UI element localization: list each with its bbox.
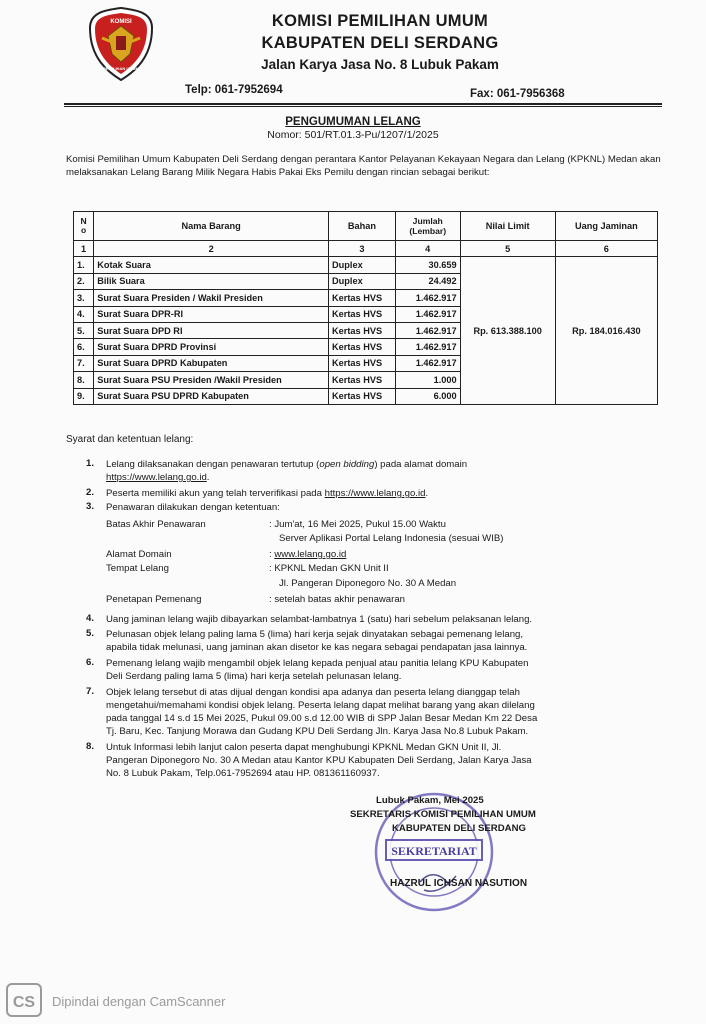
row-no: 4. xyxy=(74,306,94,322)
winner-label: Penetapan Pemenang xyxy=(106,594,202,605)
sign-place-date: Lubuk Pakam, Mei 2025 xyxy=(376,795,484,806)
list-number: 6. xyxy=(86,657,95,668)
row-qty: 24.492 xyxy=(395,273,460,289)
row-no: 6. xyxy=(74,339,94,355)
row-qty: 1.000 xyxy=(395,372,460,388)
row-no: 7. xyxy=(74,355,94,371)
org-region: KABUPATEN DELI SERDANG xyxy=(261,34,499,52)
row-no: 2. xyxy=(74,273,94,289)
deadline-value-2: Server Aplikasi Portal Lelang Indonesia (sesuai WIB) xyxy=(279,533,504,544)
term-item-5-cont: apabila tidak melunasi, uang jaminan akan disetor ke kas negara sebagai pendapatan jasa lainnya. xyxy=(106,642,528,653)
row-name: Kotak Suara xyxy=(94,257,329,273)
sign-title-1: SEKRETARIS KOMISI PEMILIHAN UMUM xyxy=(350,809,536,820)
col-header-qty: Jumlah (Lembar) xyxy=(395,212,460,241)
list-number: 1. xyxy=(86,458,95,469)
svg-text:KOMISI: KOMISI xyxy=(110,19,132,25)
term-item-2: Peserta memiliki akun yang telah terverifikasi pada https://www.lelang.go.id. xyxy=(106,488,429,499)
letterhead-rule xyxy=(64,103,662,105)
row-qty: 1.462.917 xyxy=(395,355,460,371)
terms-heading: Syarat dan ketentuan lelang: xyxy=(66,434,194,445)
announcement-intro: Komisi Pemilihan Umum Kabupaten Deli Serdang dengan perantara Kantor Pelayanan Kekayaan Negara dan Lelang (KPKNL) Medan akan melaksanakan Lelang Barang Milik Negara Habis Pakai Eks Pemilu dengan rincian sebagai berikut: xyxy=(66,154,661,178)
row-no: 8. xyxy=(74,372,94,388)
signer-name: HAZRUL ICHSAN NASUTION xyxy=(390,878,528,889)
term-item-7: Objek lelang tersebut di atas dijual dengan kondisi apa adanya dan peserta lelang dianggap telah xyxy=(106,687,520,698)
term-item-6: Pemenang lelang wajib mengambil objek lelang kepada penjual atau panitia lelang KPU Kabupaten xyxy=(106,658,529,669)
lelang-link[interactable]: https://www.lelang.go.id xyxy=(106,472,207,483)
term-item-8: Untuk Informasi lebih lanjut calon peserta dapat menghubungi KPKNL Medan GKN Unit II, Jl. xyxy=(106,742,502,753)
row-material: Kertas HVS xyxy=(329,322,396,338)
row-material: Kertas HVS xyxy=(329,306,396,322)
sign-title-2: KABUPATEN DELI SERDANG xyxy=(392,823,526,834)
term-item-5: Pelunasan objek lelang paling lama 5 (lima) hari kerja sejak dinyatakan sebagai pemenang lelang, xyxy=(106,629,524,640)
row-name: Surat Suara PSU DPRD Kabupaten xyxy=(94,388,329,404)
col-number: 5 xyxy=(460,241,555,257)
term-text: ) pada alamat domain xyxy=(374,459,468,470)
org-address: Jalan Karya Jasa No. 8 Lubuk Pakam xyxy=(261,57,499,72)
term-item-6-cont: Deli Serdang paling lama 5 (lima) hari kerja setelah pelunasan lelang. xyxy=(106,671,402,682)
row-material: Duplex xyxy=(329,257,396,273)
auction-items-table xyxy=(73,211,658,405)
col-number: 3 xyxy=(329,241,396,257)
org-fax: Fax: 061-7956368 xyxy=(470,88,565,100)
row-material: Kertas HVS xyxy=(329,339,396,355)
domain-value: : www.lelang.go.id xyxy=(269,549,347,560)
announcement-title: PENGUMUMAN LELANG xyxy=(285,116,421,128)
term-item-4: Uang jaminan lelang wajib dibayarkan selambat-lambatnya 1 (satu) hari sebelum pelaksanan lelang. xyxy=(106,614,533,625)
list-number: 7. xyxy=(86,686,95,697)
term-item-1: Lelang dilaksanakan dengan penawaran tertutup (open bidding) pada alamat domain https://www.lelang.go.id. xyxy=(106,459,468,483)
row-qty: 30.659 xyxy=(395,257,460,273)
limit-value: Rp. 613.388.100 xyxy=(460,257,555,405)
list-number: 8. xyxy=(86,741,95,752)
term-item-7-cont: pada tanggal 14 s.d 15 Mei 2025, Pukul 09.00 s.d 12.00 WIB di SPP Jalan Besar Medan Km 22 Desa xyxy=(106,713,538,724)
term-text: Lelang dilaksanakan dengan penawaran tertutup ( xyxy=(106,459,320,470)
row-material: Kertas HVS xyxy=(329,355,396,371)
row-material: Kertas HVS xyxy=(329,372,396,388)
col-header-no: N o xyxy=(74,212,94,241)
row-qty: 6.000 xyxy=(395,388,460,404)
row-qty: 1.462.917 xyxy=(395,339,460,355)
col-number: 2 xyxy=(94,241,329,257)
org-phone: Telp: 061-7952694 xyxy=(185,84,283,96)
place-label: Tempat Lelang xyxy=(106,563,169,574)
list-number: 5. xyxy=(86,628,95,639)
term-item-7-cont: Tj. Baru, Kec. Tanjung Morawa dan Gudang KPU Deli Serdang Jln. Karya Jasa No.8 Lubuk Pakam. xyxy=(106,726,529,737)
term-item-8-cont: Pangeran Diponegoro No. 30 A Medan atau Kantor KPU Kabupaten Deli Serdang, Jalan Karya Jasa xyxy=(106,755,532,766)
guarantee-value: Rp. 184.016.430 xyxy=(555,257,657,405)
camscanner-label: Dipindai dengan CamScanner xyxy=(52,994,226,1009)
table-header-row xyxy=(74,212,658,241)
table-colnum-row xyxy=(74,241,658,257)
row-material: Kertas HVS xyxy=(329,290,396,306)
col-header-name: Nama Barang xyxy=(94,212,329,241)
place-value: : KPKNL Medan GKN Unit II xyxy=(269,563,389,574)
row-material: Kertas HVS xyxy=(329,388,396,404)
domain-label: Alamat Domain xyxy=(106,549,172,560)
domain-link[interactable]: www.lelang.go.id xyxy=(274,549,347,560)
row-name: Surat Suara Presiden / Wakil Presiden xyxy=(94,290,329,306)
org-name: KOMISI PEMILIHAN UMUM xyxy=(271,12,489,30)
list-number: 4. xyxy=(86,613,95,624)
table-row xyxy=(74,257,658,273)
row-name: Surat Suara DPRD Kabupaten xyxy=(94,355,329,371)
col-header-guarantee: Uang Jaminan xyxy=(555,212,657,241)
deadline-value: : Jum'at, 16 Mei 2025, Pukul 15.00 Waktu xyxy=(269,519,446,530)
col-number: 1 xyxy=(74,241,94,257)
list-number: 3. xyxy=(86,501,95,512)
col-header-material: Bahan xyxy=(329,212,396,241)
camscanner-icon xyxy=(6,983,42,1017)
row-name: Surat Suara PSU Presiden /Wakil Presiden xyxy=(94,372,329,388)
letterhead-rule-thin xyxy=(64,106,662,107)
place-value-2: Jl. Pangeran Diponegoro No. 30 A Medan xyxy=(279,578,457,589)
deadline-label: Batas Akhir Penawaran xyxy=(106,519,206,530)
row-qty: 1.462.917 xyxy=(395,306,460,322)
row-material: Duplex xyxy=(329,273,396,289)
svg-text:SEKRETARIAT: SEKRETARIAT xyxy=(391,844,477,858)
term-item-3: Penawaran dilakukan dengan ketentuan: xyxy=(106,502,280,513)
row-qty: 1.462.917 xyxy=(395,322,460,338)
row-no: 9. xyxy=(74,388,94,404)
svg-text:PEMILIHAN UMUM: PEMILIHAN UMUM xyxy=(103,66,139,71)
row-name: Surat Suara DPRD Provinsi xyxy=(94,339,329,355)
row-no: 5. xyxy=(74,322,94,338)
row-no: 3. xyxy=(74,290,94,306)
announcement-number: Nomor: 501/RT.01.3-Pu/1207/1/2025 xyxy=(267,129,439,141)
row-name: Bilik Suara xyxy=(94,273,329,289)
row-name: Surat Suara DPR-RI xyxy=(94,306,329,322)
row-qty: 1.462.917 xyxy=(395,290,460,306)
row-name: Surat Suara DPD RI xyxy=(94,322,329,338)
svg-text:CS: CS xyxy=(12,994,36,1011)
winner-value: : setelah batas akhir penawaran xyxy=(269,594,405,605)
list-number: 2. xyxy=(86,487,95,498)
term-italic: open bidding xyxy=(319,459,375,470)
col-header-limit: Nilai Limit xyxy=(460,212,555,241)
col-number: 6 xyxy=(555,241,657,257)
term-item-8-cont: No. 8 Lubuk Pakam, Telp.061-7952694 atau HP. 081361160937. xyxy=(106,768,380,779)
col-number: 4 xyxy=(395,241,460,257)
term-text: Peserta memiliki akun yang telah terverifikasi pada xyxy=(106,488,322,499)
kpu-logo-icon xyxy=(86,6,156,82)
row-no: 1. xyxy=(74,257,94,273)
lelang-link[interactable]: https://www.lelang.go.id xyxy=(324,488,426,499)
term-item-7-cont: mengetahui/memahami kondisi objek lelang. Peserta lelang dapat melihat barang yang akan dilelang xyxy=(106,700,535,711)
